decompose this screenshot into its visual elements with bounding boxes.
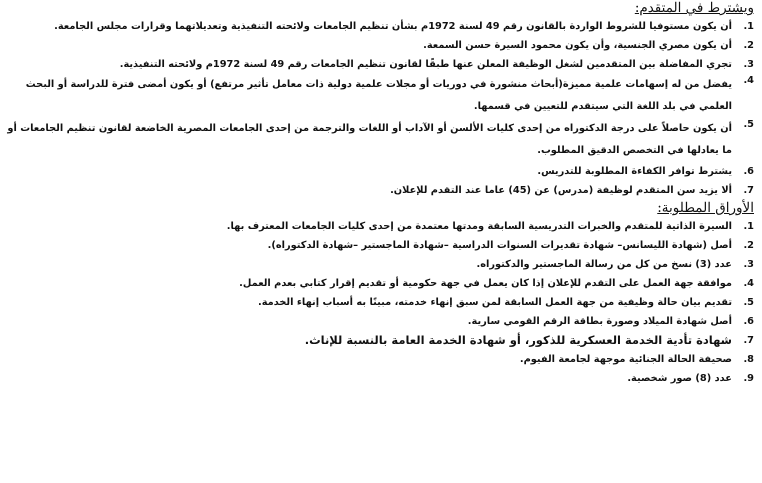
item-text: صحيفة الحالة الجنائية موجهة لجامعة الفيوم. — [519, 354, 732, 365]
item-text: تقديم بيان حالة وظيفية من جهة العمل السابقة لمن سبق إنهاء خدمته، مبينًا به أسباب إنهاء الخدمة. — [257, 297, 732, 308]
item-number: .7 — [743, 185, 754, 196]
item-number: .6 — [743, 316, 754, 327]
conditions-list — [4, 17, 756, 200]
list-item — [4, 293, 756, 312]
document-page — [4, 0, 756, 483]
item-text: تجري المفاضلة بين المتقدمين لشغل الوظيفة المعلن عنها طبقًا لقانون تنظيم الجامعات رقم 49 لسنة 1972م ولائحته التنفيذية. — [119, 59, 732, 70]
item-text: السيرة الذاتية للمتقدم والخبرات التدريسية السابقة ومدتها معتمدة من إحدى كليات الجامعات المعترف بها. — [226, 221, 732, 232]
item-number: .9 — [743, 373, 754, 384]
item-number: .3 — [743, 259, 754, 270]
item-text: أصل (شهادة الليسانس– شهادة تقديرات السنوات الدراسية –شهادة الماجستير –شهادة الدكتوراه). — [267, 240, 732, 251]
conditions-heading: ويشترط في المتقدم: — [634, 0, 754, 16]
item-number: .4 — [743, 278, 754, 289]
list-item — [4, 17, 756, 36]
item-number: .1 — [743, 21, 754, 32]
list-item — [4, 255, 756, 274]
item-number: .5 — [743, 119, 754, 130]
list-item — [4, 312, 756, 331]
list-item — [4, 350, 756, 369]
item-text: ألا يزيد سن المتقدم لوظيفة (مدرس) عن (45) عاما عند التقدم للإعلان. — [390, 185, 732, 196]
item-number: .5 — [743, 297, 754, 308]
item-number: .2 — [743, 240, 754, 251]
item-number: .2 — [743, 40, 754, 51]
documents-list — [4, 217, 756, 388]
item-number: .3 — [743, 59, 754, 70]
item-number: .8 — [743, 354, 754, 365]
list-item — [4, 55, 756, 74]
list-item — [4, 331, 756, 350]
list-item — [4, 369, 756, 388]
list-item — [4, 162, 756, 181]
item-number: .6 — [743, 166, 754, 177]
list-item — [4, 274, 756, 293]
documents-heading: الأوراق المطلوبة: — [657, 200, 754, 216]
item-text: أن يكون حاصلاً على درجة الدكتوراه من إحدى كليات الألسن أو الآداب أو اللغات والترجمة من إحدى الجامعات المصرية الخاضعة لقانون تنظيم الجامعات أو ما يعادلها في التخصص الدقيق المطلوب. — [7, 123, 732, 156]
item-text: عدد (3) نسخ من كل من رسالة الماجستير والدكتوراه. — [476, 259, 732, 270]
item-text: أن يكون مصري الجنسية، وأن يكون محمود السيرة حسن السمعة. — [423, 40, 732, 51]
item-text: أصل شهادة الميلاد وصورة بطاقة الرقم القومي سارية. — [467, 316, 732, 327]
item-number: .4 — [743, 75, 754, 86]
list-item — [4, 181, 756, 200]
item-number: .1 — [743, 221, 754, 232]
item-text: أن يكون مستوفيا للشروط الواردة بالقانون رقم 49 لسنة 1972م بشأن تنظيم الجامعات ولائحته التنفيذية وتعديلاتهما وقرارات مجلس الجامعة. — [54, 21, 732, 32]
item-text: شهادة تأدية الخدمة العسكرية للذكور، أو شهادة الخدمة العامة بالنسبة للإناث. — [304, 333, 732, 347]
list-item — [4, 236, 756, 255]
list-item — [4, 74, 756, 118]
list-item — [4, 217, 756, 236]
item-text: يشترط توافر الكفاءة المطلوبة للتدريس. — [537, 166, 732, 177]
list-item — [4, 36, 756, 55]
item-text: يفضل من له إسهامات علمية مميزة(أبحاث منشورة في دوريات أو مجلات علمية دولية ذات معامل تأثير مرتفع) أو يكون أمضى فترة للدراسة أو البحث العلمي في بلد اللغة التي سيتقدم للتعيين في قسمها. — [25, 79, 732, 112]
item-number: .7 — [743, 335, 754, 346]
item-text: عدد (8) صور شخصية. — [627, 373, 732, 384]
item-text: موافقة جهة العمل على التقدم للإعلان إذا كان يعمل في جهة حكومية أو تقديم إقرار كتابي بعدم العمل. — [239, 278, 732, 289]
list-item — [4, 118, 756, 162]
